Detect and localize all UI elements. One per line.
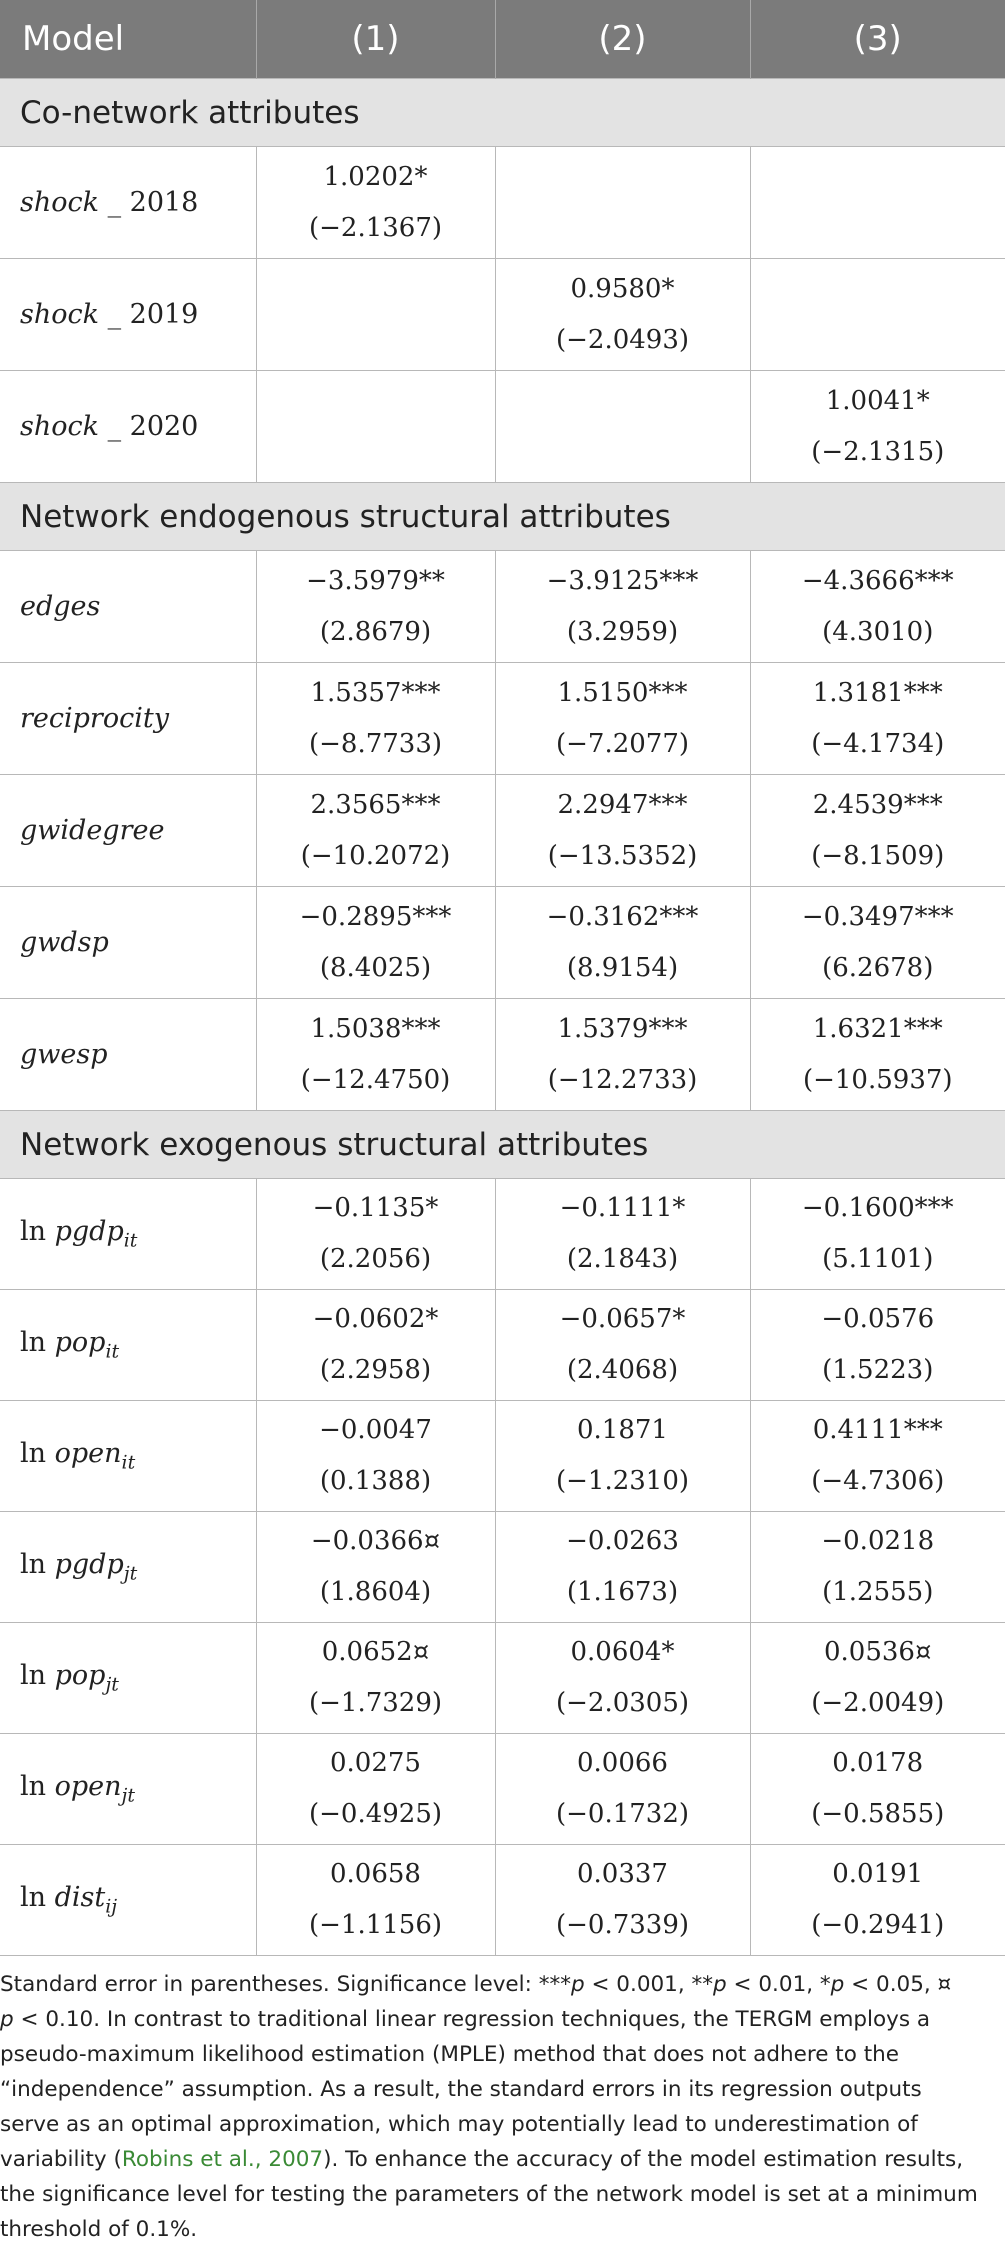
label-variable: open — [54, 1438, 122, 1470]
variable-label — [0, 1734, 256, 1845]
model-2-cell — [495, 1290, 750, 1401]
coefficient: 2.4539*** — [812, 789, 943, 820]
label-variable: open — [54, 1771, 122, 1803]
model-3-cell — [750, 1845, 1005, 1956]
coefficient: 1.5357*** — [310, 677, 441, 708]
label-variable: dist — [54, 1882, 106, 1914]
model-1-cell — [256, 1512, 495, 1623]
label-suffix: _ 2019 — [98, 299, 199, 330]
note-text: Standard error in parentheses. Significance level: *** — [0, 1972, 571, 1997]
model-3-cell — [750, 259, 1005, 371]
coefficient: 2.3565*** — [310, 789, 441, 820]
label-subscript: ij — [105, 1895, 118, 1918]
standard-error: (8.9154) — [566, 952, 679, 983]
section-title: Co-network attributes — [0, 79, 1005, 147]
standard-error: (−4.7306) — [811, 1466, 945, 1496]
table-footnote — [0, 1956, 1005, 2247]
standard-error: (1.2555) — [822, 1577, 934, 1607]
label-variable: gwdsp — [20, 927, 109, 958]
standard-error: (−10.2072) — [300, 840, 451, 871]
note-p-var: p — [830, 1972, 845, 1997]
model-1-cell — [256, 551, 495, 663]
standard-error: (−1.2310) — [555, 1466, 690, 1496]
label-variable: pop — [54, 1660, 106, 1692]
label-suffix: _ 2018 — [98, 187, 199, 218]
table-row — [0, 551, 1005, 663]
table-row — [0, 259, 1005, 371]
coefficient: 0.0604* — [570, 1637, 675, 1667]
model-1-cell — [256, 663, 495, 775]
model-1-cell — [256, 1734, 495, 1845]
model-3-cell — [750, 663, 1005, 775]
standard-error: (−12.4750) — [300, 1064, 451, 1095]
model-3-cell — [750, 999, 1005, 1111]
standard-error: (8.4025) — [319, 952, 432, 983]
coefficient: 1.5038*** — [310, 1013, 441, 1044]
model-2-cell — [495, 1512, 750, 1623]
standard-error: (−0.4925) — [308, 1799, 443, 1829]
table-row — [0, 1845, 1005, 1956]
table-body — [0, 79, 1005, 1956]
coefficient: −0.0576 — [821, 1304, 935, 1334]
coefficient: −0.0657* — [559, 1304, 686, 1334]
standard-error: (−2.1367) — [308, 212, 443, 243]
variable-label — [0, 1623, 256, 1734]
section-endogenous — [0, 483, 1005, 551]
model-2-cell — [495, 663, 750, 775]
coefficient: 0.0536¤ — [823, 1637, 932, 1667]
model-2-cell — [495, 551, 750, 663]
header-col-2: (2) — [495, 0, 750, 79]
citation-link[interactable]: Robins et al., 2007 — [121, 2147, 324, 2172]
model-1-cell — [256, 1401, 495, 1512]
standard-error: (6.2678) — [822, 952, 934, 983]
standard-error: (−8.1509) — [811, 840, 945, 871]
variable-label — [0, 1401, 256, 1512]
standard-error: (−4.1734) — [811, 728, 945, 759]
model-1-cell — [256, 1290, 495, 1401]
label-prefix: ln — [20, 1438, 55, 1470]
standard-error: (−13.5352) — [547, 840, 698, 871]
coefficient: 0.0658 — [330, 1859, 421, 1889]
note-text: < 0.001, ** — [584, 1972, 714, 1997]
variable-label — [0, 999, 256, 1111]
label-prefix: ln — [20, 1216, 55, 1248]
coefficient: −0.1600*** — [801, 1193, 954, 1223]
coefficient: −0.0263 — [566, 1526, 679, 1556]
standard-error: (−8.7733) — [308, 728, 443, 759]
model-3-cell — [750, 775, 1005, 887]
model-1-cell — [256, 1623, 495, 1734]
variable-label — [0, 551, 256, 663]
section-title: Network endogenous structural attributes — [0, 483, 1005, 551]
table-row — [0, 147, 1005, 259]
note-p-var: p — [570, 1972, 585, 1997]
table-row — [0, 663, 1005, 775]
table-row — [0, 1623, 1005, 1734]
coefficient: 1.3181*** — [812, 677, 943, 708]
coefficient: 0.4111*** — [812, 1415, 943, 1445]
section-exogenous — [0, 1111, 1005, 1179]
header-col-1: (1) — [256, 0, 495, 79]
coefficient: 1.5150*** — [557, 677, 688, 708]
coefficient: −0.0602* — [312, 1304, 439, 1334]
model-3-cell — [750, 887, 1005, 999]
model-3-cell — [750, 1179, 1005, 1290]
label-variable: edges — [20, 591, 101, 622]
model-2-cell — [495, 999, 750, 1111]
label-variable: pop — [54, 1327, 106, 1359]
label-variable: pgdp — [54, 1216, 124, 1248]
standard-error: (−10.5937) — [802, 1064, 953, 1095]
standard-error: (−0.5855) — [811, 1799, 945, 1829]
standard-error: (4.3010) — [822, 616, 934, 647]
standard-error: (−0.7339) — [555, 1910, 690, 1940]
label-subscript: jt — [121, 1784, 135, 1807]
coefficient: 1.6321*** — [812, 1013, 943, 1044]
variable-label — [0, 1512, 256, 1623]
standard-error: (1.5223) — [822, 1355, 934, 1385]
coefficient: −3.5979** — [306, 565, 445, 596]
table-row — [0, 1734, 1005, 1845]
label-prefix: ln — [20, 1771, 55, 1803]
coefficient: −0.0366¤ — [310, 1526, 441, 1556]
table-row — [0, 775, 1005, 887]
standard-error: (−2.1315) — [811, 436, 945, 467]
section-co-network — [0, 79, 1005, 147]
variable-label — [0, 775, 256, 887]
coefficient: −0.0218 — [821, 1526, 935, 1556]
label-prefix: ln — [20, 1882, 55, 1914]
label-variable: gwidegree — [20, 815, 165, 846]
label-variable: shock — [20, 187, 99, 218]
coefficient: −0.1111* — [559, 1193, 686, 1223]
section-title: Network exogenous structural attributes — [0, 1111, 1005, 1179]
variable-label — [0, 1179, 256, 1290]
coefficient: −3.9125*** — [546, 565, 699, 596]
table-row — [0, 371, 1005, 483]
label-subscript: it — [105, 1340, 120, 1363]
model-2-cell — [495, 259, 750, 371]
coefficient: 1.5379*** — [557, 1013, 688, 1044]
label-subscript: it — [123, 1229, 138, 1252]
coefficient: 0.1871 — [577, 1415, 668, 1445]
standard-error: (−1.7329) — [308, 1688, 443, 1718]
model-2-cell — [495, 371, 750, 483]
model-3-cell — [750, 551, 1005, 663]
table-row — [0, 999, 1005, 1111]
model-1-cell — [256, 371, 495, 483]
coefficient: 0.0191 — [832, 1859, 924, 1889]
header-col-3: (3) — [750, 0, 1005, 79]
model-1-cell — [256, 999, 495, 1111]
coefficient: 1.0202* — [323, 161, 428, 192]
variable-label — [0, 259, 256, 371]
model-1-cell — [256, 887, 495, 999]
model-3-cell — [750, 1512, 1005, 1623]
model-2-cell — [495, 1734, 750, 1845]
label-variable: gwesp — [20, 1039, 108, 1070]
variable-label — [0, 371, 256, 483]
variable-label — [0, 663, 256, 775]
model-2-cell — [495, 1623, 750, 1734]
standard-error: (2.4068) — [566, 1355, 679, 1385]
model-3-cell — [750, 371, 1005, 483]
note-p-var: p — [0, 2007, 14, 2032]
model-3-cell — [750, 1290, 1005, 1401]
standard-error: (2.1843) — [566, 1244, 679, 1274]
coefficient: −0.0047 — [319, 1415, 432, 1445]
standard-error: (−7.2077) — [555, 728, 690, 759]
model-2-cell — [495, 1401, 750, 1512]
standard-error: (2.2056) — [319, 1244, 432, 1274]
model-2-cell — [495, 147, 750, 259]
model-3-cell — [750, 1401, 1005, 1512]
variable-label — [0, 1845, 256, 1956]
standard-error: (−0.2941) — [811, 1910, 945, 1940]
standard-error: (−1.1156) — [308, 1910, 443, 1940]
label-subscript: it — [121, 1451, 136, 1474]
standard-error: (3.2959) — [566, 616, 679, 647]
coefficient: −0.3497*** — [801, 901, 954, 932]
model-1-cell — [256, 259, 495, 371]
standard-error: (−2.0493) — [555, 324, 690, 355]
note-text: < 0.05, ¤ — [844, 1972, 952, 1997]
standard-error: (0.1388) — [319, 1466, 432, 1496]
coefficient: 2.2947*** — [557, 789, 688, 820]
label-prefix: ln — [20, 1549, 55, 1581]
table-row — [0, 1290, 1005, 1401]
coefficient: 1.0041* — [825, 385, 930, 416]
model-1-cell — [256, 1845, 495, 1956]
coefficient: 0.0066 — [577, 1748, 668, 1778]
note-text: < 0.10. In contrast to traditional linear regression techniques, the TERGM employs a pseudo-maximum likelihood estimation (MPLE) method that does not adhere to the “independence” assumption. As a result, the standard errors in its regression outputs serve as an optimal approximation, which may potentially lead to underestimation of variability ( — [0, 2007, 931, 2172]
label-subscript: jt — [105, 1673, 119, 1696]
model-3-cell — [750, 147, 1005, 259]
standard-error: (−2.0305) — [555, 1688, 690, 1718]
variable-label — [0, 147, 256, 259]
coefficient: −0.1135* — [312, 1193, 439, 1223]
model-3-cell — [750, 1734, 1005, 1845]
standard-error: (5.1101) — [822, 1244, 934, 1274]
coefficient: 0.0652¤ — [321, 1637, 430, 1667]
label-variable: shock — [20, 411, 99, 442]
standard-error: (−12.2733) — [547, 1064, 698, 1095]
label-prefix: ln — [20, 1660, 55, 1692]
model-1-cell — [256, 147, 495, 259]
standard-error: (2.8679) — [319, 616, 432, 647]
table-row — [0, 1179, 1005, 1290]
label-suffix: _ 2020 — [98, 411, 199, 442]
coefficient: 0.9580* — [570, 273, 675, 304]
model-2-cell — [495, 887, 750, 999]
standard-error: (1.8604) — [319, 1577, 432, 1607]
coefficient: 0.0275 — [330, 1748, 421, 1778]
standard-error: (2.2958) — [319, 1355, 432, 1385]
coefficient: −0.3162*** — [546, 901, 699, 932]
table-row — [0, 1401, 1005, 1512]
coefficient: −0.2895*** — [299, 901, 452, 932]
header-model: Model — [0, 0, 256, 79]
coefficient: −4.3666*** — [801, 565, 954, 596]
variable-label — [0, 887, 256, 999]
note-text: ). To enhance the accuracy of the model estimation results, the significance level for testing the parameters of the network model is set at a minimum threshold of 0.1%. — [0, 2147, 978, 2242]
model-1-cell — [256, 775, 495, 887]
coefficient: 0.0178 — [832, 1748, 924, 1778]
label-prefix: ln — [20, 1327, 55, 1359]
model-2-cell — [495, 1179, 750, 1290]
note-text: < 0.01, * — [726, 1972, 831, 1997]
model-2-cell — [495, 1845, 750, 1956]
label-subscript: jt — [123, 1562, 138, 1585]
label-variable: reciprocity — [20, 703, 169, 734]
note-p-var: p — [713, 1972, 727, 1997]
model-2-cell — [495, 775, 750, 887]
coefficient: 0.0337 — [577, 1859, 668, 1889]
table-row — [0, 1512, 1005, 1623]
label-variable: shock — [20, 299, 99, 330]
standard-error: (−0.1732) — [555, 1799, 690, 1829]
table-row — [0, 887, 1005, 999]
standard-error: (−2.0049) — [811, 1688, 945, 1718]
model-3-cell — [750, 1623, 1005, 1734]
label-variable: pgdp — [54, 1549, 124, 1581]
variable-label — [0, 1290, 256, 1401]
standard-error: (1.1673) — [566, 1577, 679, 1607]
model-1-cell — [256, 1179, 495, 1290]
table-header-row — [0, 0, 1005, 79]
